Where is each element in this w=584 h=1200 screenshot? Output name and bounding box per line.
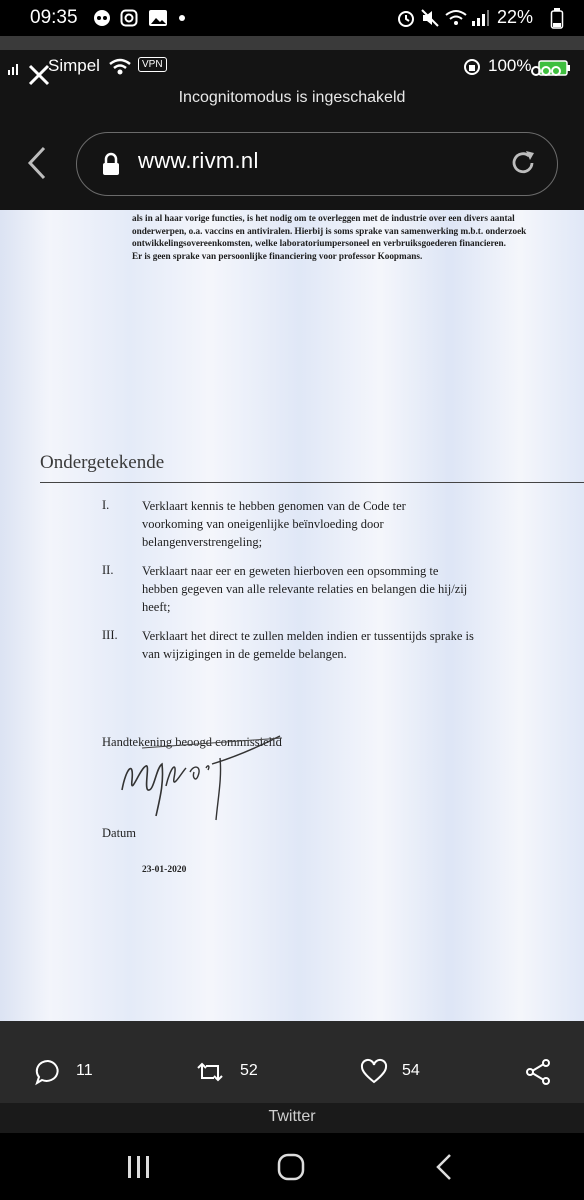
item-line: hebben gegeven van alle relevante relaties en belangen die hij/zij xyxy=(142,582,468,596)
signal-bars-icon xyxy=(8,62,22,76)
back-nav-button[interactable] xyxy=(428,1150,462,1184)
alarm-icon xyxy=(396,8,416,28)
like-count: 54 xyxy=(402,1062,420,1079)
heading-divider xyxy=(40,482,584,483)
wifi-icon xyxy=(108,57,132,77)
item-line: belangenverstrengeling; xyxy=(142,535,263,549)
retweet-count: 52 xyxy=(240,1062,258,1079)
url-text[interactable]: www.rivm.nl xyxy=(138,148,259,173)
back-button[interactable] xyxy=(20,140,56,186)
battery-icon xyxy=(550,8,564,30)
embedded-battery: 100% xyxy=(488,56,532,75)
item-number: II. xyxy=(102,563,114,577)
background-strip xyxy=(0,36,584,50)
item-line: van wijzigingen in de gemelde belangen. xyxy=(142,647,347,661)
close-button[interactable] xyxy=(22,58,56,92)
section-heading: Ondergetekende xyxy=(40,452,165,473)
mute-icon xyxy=(420,8,440,28)
intro-line: ontwikkelingsovereenkomsten, welke laboratoriumpersoneel en verbruiksgoederen financieren. xyxy=(132,238,506,248)
item-line: heeft; xyxy=(142,600,171,614)
signal-icon xyxy=(470,9,490,27)
item-number: I. xyxy=(102,498,110,512)
vpn-badge: VPN xyxy=(138,57,167,72)
handwritten-signature xyxy=(112,728,292,828)
item-number: III. xyxy=(102,628,118,642)
wifi-icon xyxy=(444,8,468,28)
orientation-lock-icon xyxy=(462,57,482,77)
status-time: 09:35 xyxy=(30,7,78,28)
item-line: Verklaart naar eer en geweten hierboven een opsomming te xyxy=(142,564,439,578)
item-line: voorkoming van oneigenlijke beïnvloeding door xyxy=(142,517,384,531)
instagram-icon xyxy=(120,9,138,27)
gallery-icon xyxy=(148,9,168,27)
lock-icon xyxy=(100,152,122,176)
declaration-item xyxy=(142,627,562,663)
item-line: Verklaart kennis te hebben genomen van de Code ter xyxy=(142,499,406,513)
game-controller-icon xyxy=(92,9,112,27)
intro-line: Er is geen sprake van persoonlijke financiering voor professor Koopmans. xyxy=(132,250,423,261)
intro-paragraph xyxy=(132,212,584,262)
retweet-icon[interactable] xyxy=(196,1058,224,1086)
home-button[interactable] xyxy=(274,1150,308,1184)
signature-label: Handtekening beoogd commissielid xyxy=(102,735,282,749)
declaration-item xyxy=(142,562,562,616)
intro-line: als in al haar vorige functies, is het nodig om te overleggen met de industrie over een divers aantal xyxy=(132,213,515,223)
like-icon[interactable] xyxy=(360,1058,388,1086)
date-value: 23-01-2020 xyxy=(142,865,187,875)
notification-dot-icon xyxy=(178,14,186,22)
app-label: Twitter xyxy=(268,1108,316,1125)
declaration-item xyxy=(142,497,562,551)
item-line: Verklaart het direct te zullen melden indien er tussentijds sprake is xyxy=(142,629,474,643)
recent-apps-button[interactable] xyxy=(122,1150,156,1184)
share-icon[interactable] xyxy=(524,1058,552,1086)
reply-icon[interactable] xyxy=(34,1058,62,1086)
date-label: Datum xyxy=(102,826,137,840)
more-options-icon[interactable] xyxy=(530,64,562,78)
reply-count: 11 xyxy=(76,1062,93,1079)
intro-line: onderwerpen, o.a. vaccins en antiviralen. Hierbij is soms sprake van samenwerking m.b.t. onderzoek xyxy=(132,225,527,236)
reload-icon[interactable] xyxy=(508,148,538,178)
incognito-banner: Incognitomodus is ingeschakeld xyxy=(178,89,406,106)
status-battery: 22% xyxy=(497,7,534,27)
carrier-name: Simpel xyxy=(48,56,100,75)
